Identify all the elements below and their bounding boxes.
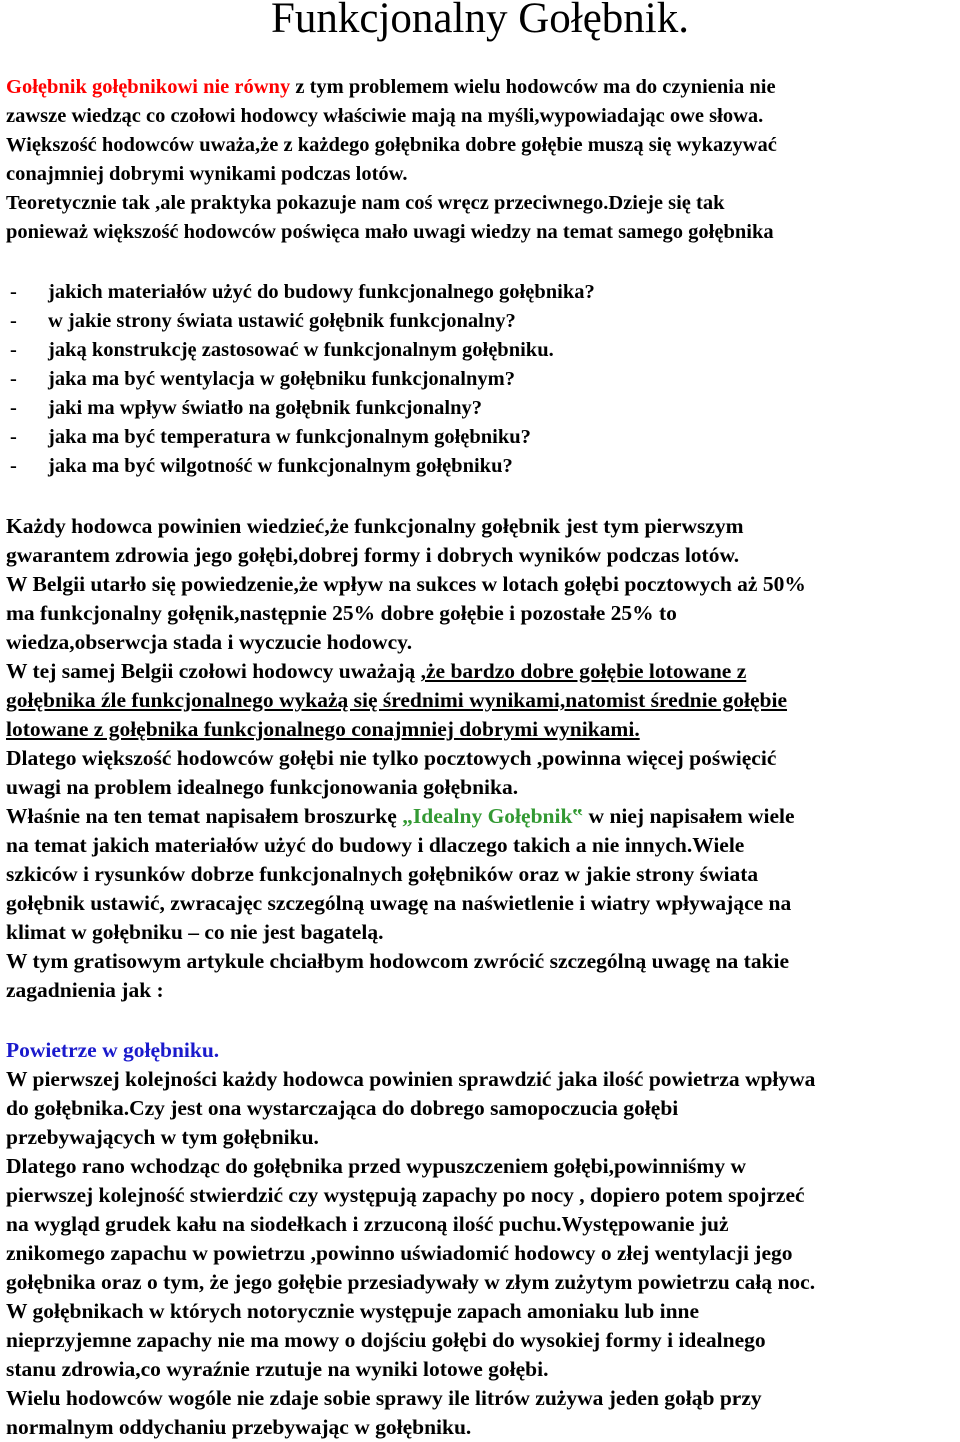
body-line-14: gołębnik ustawić, zwracajęc szczególną uwagę na naświetlenie i wiatry wpływające na bbox=[6, 891, 792, 915]
body-line-11 bbox=[6, 802, 795, 831]
list-marker: - bbox=[10, 426, 17, 448]
section-line-7: znikomego zapachu w powietrzu ,powinno uświadomić hodowcy o złej wentylacji jego bbox=[6, 1241, 793, 1265]
body-line-8: lotowane z gołębnika funkcjonalnego conajmniej dobrymi wynikami. bbox=[6, 717, 640, 741]
list-marker: - bbox=[10, 368, 17, 390]
list-item: jaki ma wpływ światło na gołębnik funkcjonalny? bbox=[48, 397, 483, 419]
section-line-12: Wielu hodowców wogóle nie zdaje sobie sprawy ile litrów zużywa jeden gołąb przy bbox=[6, 1386, 762, 1410]
intro-line-5: Teoretycznie tak ,ale praktyka pokazuje nam coś wręcz przeciwnego.Dzieje się tak bbox=[6, 192, 725, 214]
section-line-6: na wygląd grudek kału na siodełkach i zrzuconą ilość puchu.Występowanie już bbox=[6, 1212, 729, 1236]
section-line-1: W pierwszej kolejności każdy hodowca powinien sprawdzić jaka ilość powietrza wpływa bbox=[6, 1067, 816, 1091]
body-line-12: na temat jakich materiałów użyć do budowy i dlaczego takich a nie innych.Wiele bbox=[6, 833, 745, 857]
body-line-15: klimat w gołębniku – co nie jest bagatelą. bbox=[6, 920, 384, 944]
body-text: W tej samej Belgii czołowi hodowcy uważają bbox=[6, 659, 421, 683]
body-text: w niej napisałem wiele bbox=[583, 804, 795, 828]
body-line-5: wiedza,obserwcja stada i wyczucie hodowcy. bbox=[6, 630, 413, 654]
section-line-13: normalnym oddychaniu przebywając w gołębniku. bbox=[6, 1415, 472, 1439]
page-title: Funkcjonalny Gołębnik. bbox=[270, 0, 689, 42]
body-line-1: Każdy hodowca powinien wiedzieć,że funkcjonalny gołębnik jest tym pierwszym bbox=[6, 514, 744, 538]
body-line-16: W tym gratisowym artykule chciałbym hodowcom zwrócić szczególną uwagę na takie bbox=[6, 949, 790, 973]
intro-line-3: Większość hodowców uważa,że z każdego gołębnika dobre gołębie muszą się wykazywać bbox=[6, 134, 777, 156]
list-marker: - bbox=[10, 281, 17, 303]
list-item: jaka ma być temperatura w funkcjonalnym gołębniku? bbox=[48, 426, 531, 448]
brochure-title: „Idealny Gołębnik‟ bbox=[402, 804, 584, 828]
section-line-11: stanu zdrowia,co wyraźnie rzutuje na wyniki lotowe gołębi. bbox=[6, 1357, 549, 1381]
list-item: jaka ma być wentylacja w gołębniku funkcjonalnym? bbox=[48, 368, 515, 390]
list-item: jaka ma być wilgotność w funkcjonalnym gołębniku? bbox=[48, 455, 513, 477]
underlined-text: ,że bardzo dobre gołębie lotowane z bbox=[420, 659, 747, 683]
body-line-4: ma funkcjonalny gołęnik,następnie 25% dobre gołębie i pozostałe 25% to bbox=[6, 601, 677, 625]
list-item: jakich materiałów użyć do budowy funkcjonalnego gołębnika? bbox=[48, 281, 595, 303]
body-line-9: Dlatego większość hodowców gołębi nie tylko pocztowych ,powinna więcej poświęcić bbox=[6, 746, 777, 770]
body-text: Właśnie na ten temat napisałem broszurkę bbox=[6, 804, 403, 828]
body-line-3: W Belgii utarło się powiedzenie,że wpływ na sukces w lotach gołębi pocztowych aż 50% bbox=[6, 572, 806, 596]
body-line-2: gwarantem zdrowia jego gołębi,dobrej formy i dobrych wyników podczas lotów. bbox=[6, 543, 740, 567]
section-line-5: pierwszej kolejność stwierdzić czy występują zapachy po nocy , dopiero potem spojrzeć bbox=[6, 1183, 805, 1207]
section-line-3: przebywających w tym gołębniku. bbox=[6, 1125, 319, 1149]
body-line-13: szkiców i rysunków dobrze funkcjonalnych gołębników oraz w jakie strony świata bbox=[6, 862, 759, 886]
section-heading: Powietrze w gołębniku. bbox=[6, 1038, 220, 1062]
list-marker: - bbox=[10, 397, 17, 419]
body-line-7: gołębnika źle funkcjonalnego wykażą się średnimi wynikami,natomist średnie gołębie bbox=[6, 688, 788, 712]
intro-line-4: conajmniej dobrymi wynikami podczas lotów. bbox=[6, 163, 408, 185]
intro-line-6: ponieważ większość hodowców poświęca mało uwagi wiedzy na temat samego gołębnika bbox=[6, 221, 774, 243]
section-line-8: gołębnika oraz o tym, że jego gołębie przesiadywały w złym zużytym powietrzu całą noc. bbox=[6, 1270, 816, 1294]
intro-line-2: zawsze wiedząc co czołowi hodowcy właściwie mają na myśli,wypowiadając owe słowa. bbox=[6, 105, 764, 127]
list-marker: - bbox=[10, 339, 17, 361]
intro-line-1 bbox=[6, 73, 776, 102]
intro-text: z tym problemem wielu hodowców ma do czynienia nie bbox=[290, 76, 776, 98]
list-marker: - bbox=[10, 455, 17, 477]
section-line-9: W gołębnikach w których notorycznie występuje zapach amoniaku lub inne bbox=[6, 1299, 700, 1323]
list-item: w jakie strony świata ustawić gołębnik funkcjonalny? bbox=[48, 310, 516, 332]
list-marker: - bbox=[10, 310, 17, 332]
list-item: jaką konstrukcję zastosować w funkcjonalnym gołębniku. bbox=[48, 339, 554, 361]
body-line-6 bbox=[6, 657, 746, 686]
body-line-10: uwagi na problem idealnego funkcjonowania gołębnika. bbox=[6, 775, 519, 799]
section-line-2: do gołębnika.Czy jest ona wystarczająca do dobrego samopoczucia gołębi bbox=[6, 1096, 679, 1120]
section-line-10: nieprzyjemne zapachy nie ma mowy o dojściu gołębi do wysokiej formy i idealnego bbox=[6, 1328, 766, 1352]
section-line-4: Dlatego rano wchodząc do gołębnika przed wypuszczeniem gołębi,powinniśmy w bbox=[6, 1154, 746, 1178]
body-line-17: zagadnienia jak : bbox=[6, 978, 164, 1002]
intro-highlight: Gołębnik gołębnikowi nie równy bbox=[6, 76, 291, 98]
